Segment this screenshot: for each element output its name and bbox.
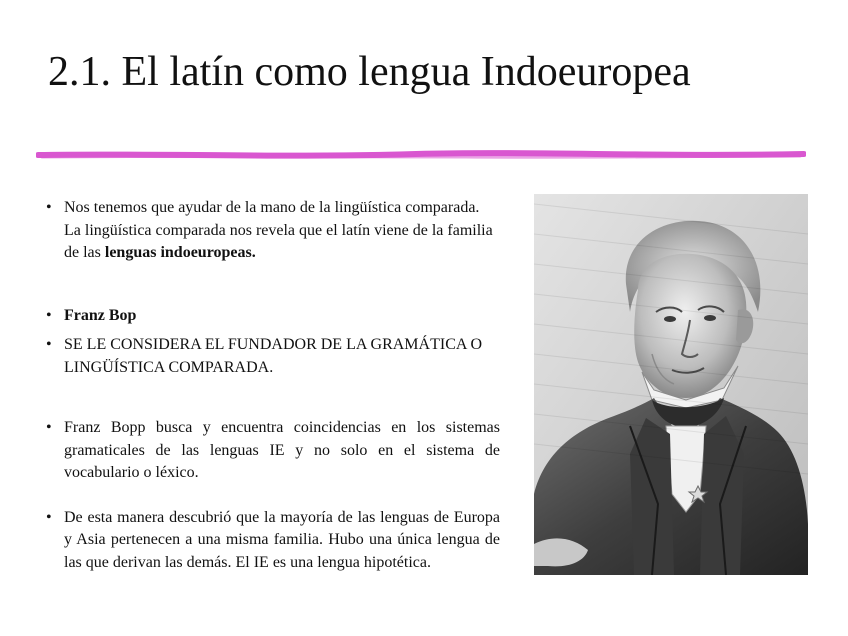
bullet-text: Franz Bopp busca y encuentra coincidencias en los sistemas gramaticales de las lenguas IE y no solo en el sistema de vocabulario o léxico.: [64, 419, 500, 481]
bullet-text: De esta manera descubrió que la mayoría de las lenguas de Europa y Asia pertenecen a una misma familia. Hubo una única lengua de las que derivan las demás. El IE es una lengua hipotética.: [64, 508, 500, 571]
bullet-item: [44, 334, 500, 379]
slide-title: 2.1. El latín como lengua Indoeuropea: [48, 49, 691, 95]
bullet-marker: •: [46, 306, 52, 324]
bullet-marker: •: [46, 199, 52, 216]
portrait-illustration: [534, 194, 808, 575]
bullet-text-plain: Nos tenemos que ayudar de la mano de la lingüística comparada. La lingüística comparada nos revela que el latín viene de la familia de las: [64, 199, 493, 261]
bullet-list: [44, 197, 500, 574]
bullet-marker: •: [46, 336, 52, 353]
bullet-marker: •: [46, 508, 52, 526]
bullet-item: [44, 197, 500, 265]
bullet-text: SE LE CONSIDERA EL FUNDADOR DE LA GRAMÁTICA O LINGÜÍSTICA COMPARADA.: [64, 336, 483, 376]
bullet-item: [44, 507, 500, 575]
bullet-text-bold: lenguas indoeuropeas.: [104, 244, 256, 261]
title-underline: [36, 146, 806, 166]
bullet-marker: •: [46, 419, 52, 436]
portrait-photo: [534, 194, 808, 575]
bullet-text: [64, 199, 493, 261]
bullet-text-bold: Franz Bop: [64, 306, 137, 324]
bullet-item: [44, 305, 500, 328]
bullet-item: [44, 417, 500, 485]
